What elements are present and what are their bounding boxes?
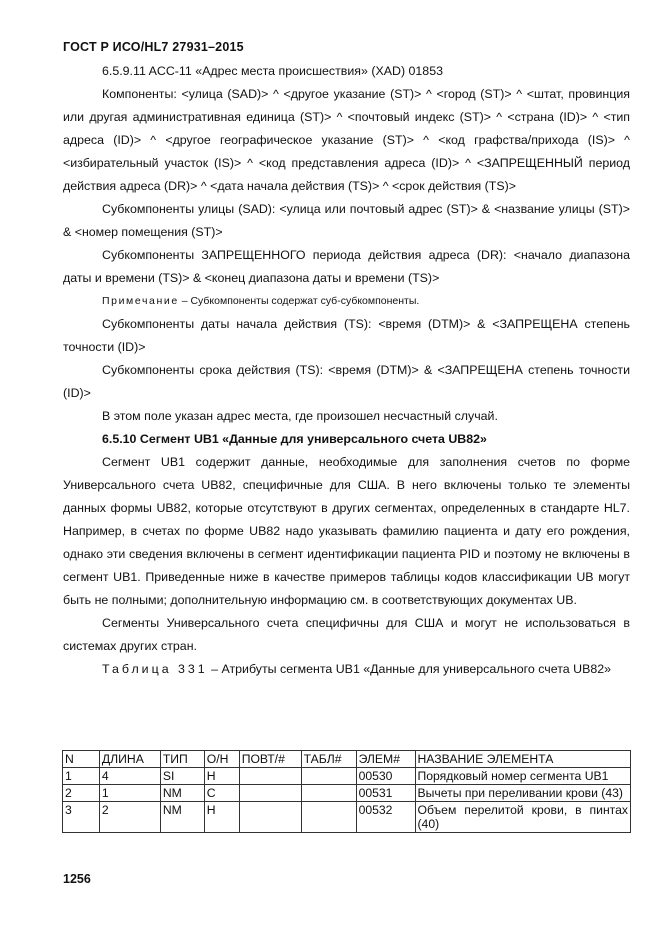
table-caption-label: Таблица 331	[102, 662, 208, 676]
table-cell: NM	[160, 802, 204, 833]
header-cell: ТАБЛ#	[301, 751, 356, 768]
ub1-attributes-table	[62, 750, 631, 833]
table-cell: 1	[99, 785, 160, 802]
header-cell: ЭЛЕМ#	[356, 751, 415, 768]
header-cell: ДЛИНА	[99, 751, 160, 768]
table-cell: С	[204, 785, 239, 802]
header-cell: О/Н	[204, 751, 239, 768]
table-cell: Порядковый номер сегмента UB1	[415, 768, 631, 785]
table-cell: 2	[99, 802, 160, 833]
table-cell: NM	[160, 785, 204, 802]
table-cell: 4	[99, 768, 160, 785]
table-cell: 00531	[356, 785, 415, 802]
table-cell	[239, 785, 301, 802]
table-cell	[301, 768, 356, 785]
table-caption-text: – Атрибуты сегмента UB1 «Данные для универсального счета UB82»	[207, 662, 612, 676]
table-cell: Н	[204, 768, 239, 785]
table-row	[63, 785, 631, 802]
components-paragraph: Компоненты: <улица (SAD)> ^ <другое указание (ST)> ^ <город (ST)> ^ <штат, провинция или другая административная единица (ST)> ^ <почтовый индекс (ST)> ^ <страна (ID)> ^ <тип адреса (ID)> ^ <другое географическое указание (ST)> ^ <код графства/прихода (IS)> ^ <избирательный участок (IS)> ^ <код представления адреса (ID)> ^ <ЗАПРЕЩЕННЫЙ период действия адреса (DR)> ^ <дата начала действия (TS)> ^ <срок действия (TS)>	[63, 87, 630, 193]
table-cell: Вычеты при переливании крови (43)	[415, 785, 631, 802]
table-cell	[301, 785, 356, 802]
field-description-paragraph: В этом поле указан адрес места, где произошел несчастный случай.	[102, 409, 498, 423]
note	[63, 290, 630, 313]
table-cell: Н	[204, 802, 239, 833]
table-cell	[239, 802, 301, 833]
start-date-subcomponents-paragraph: Субкомпоненты даты начала действия (TS): <время (DTM)> & <ЗАПРЕЩЕНА степень точности (ID)>	[63, 317, 630, 354]
street-subcomponents-paragraph: Субкомпоненты улицы (SAD): <улица или почтовый адрес (ST)> & <название улицы (ST)> & <номер помещения (ST)>	[63, 202, 630, 239]
section-heading-ub1: 6.5.10 Сегмент UB1 «Данные для универсального счета UB82»	[102, 432, 487, 446]
section-heading-acc11: 6.5.9.11 ACC-11 «Адрес места происшествия» (XAD) 01853	[102, 64, 443, 78]
table-cell: 00530	[356, 768, 415, 785]
ub-usa-paragraph: Сегменты Универсального счета специфичны для США и могут не использоваться в системах других стран.	[63, 616, 630, 653]
duration-subcomponents-paragraph: Субкомпоненты срока действия (TS): <время (DTM)> & <ЗАПРЕЩЕНА степень точности (ID)>	[63, 363, 630, 400]
note-label: Примечание	[102, 295, 179, 307]
header-cell: ПОВТ/#	[239, 751, 301, 768]
note-text: – Субкомпоненты содержат суб-субкомпоненты.	[178, 295, 420, 307]
document-body	[63, 60, 630, 681]
table-cell: 3	[63, 802, 100, 833]
table-cell	[301, 802, 356, 833]
table-cell: 2	[63, 785, 100, 802]
table-row	[63, 768, 631, 785]
header-cell: N	[63, 751, 100, 768]
table-cell: SI	[160, 768, 204, 785]
table-row	[63, 802, 631, 833]
page-number: 1256	[63, 872, 91, 886]
header-cell: НАЗВАНИЕ ЭЛЕМЕНТА	[415, 751, 631, 768]
table-cell: Объем перелитой крови, в пинтах (40)	[415, 802, 631, 833]
header-cell: ТИП	[160, 751, 204, 768]
document-header: ГОСТ Р ИСО/HL7 27931–2015	[63, 40, 244, 54]
period-subcomponents-paragraph: Субкомпоненты ЗАПРЕЩЕННОГО периода действия адреса (DR): <начало диапазона даты и времени (TS)> & <конец диапазона даты и времени (TS)>	[63, 248, 630, 285]
table-header-row	[63, 751, 631, 768]
ub1-description-paragraph: Сегмент UB1 содержит данные, необходимые для заполнения счетов по форме Универсального счета UB82, специфичные для США. В него включены только те элементы данных формы UB82, которые отсутствуют в других сегментах, определенных в стандарте HL7. Например, в счетах по форме UB82 надо указывать фамилию пациента и дату его рождения, однако эти сведения включены в сегмент идентификации пациента PID и поэтому не включены в сегмент UB1. Приведенные ниже в качестве примеров таблицы кодов классификации UB могут быть не полными; дополнительную информацию см. в соответствующих документах UB.	[63, 455, 630, 607]
table-caption	[63, 658, 630, 681]
table-cell: 00532	[356, 802, 415, 833]
table-cell: 1	[63, 768, 100, 785]
table-cell	[239, 768, 301, 785]
